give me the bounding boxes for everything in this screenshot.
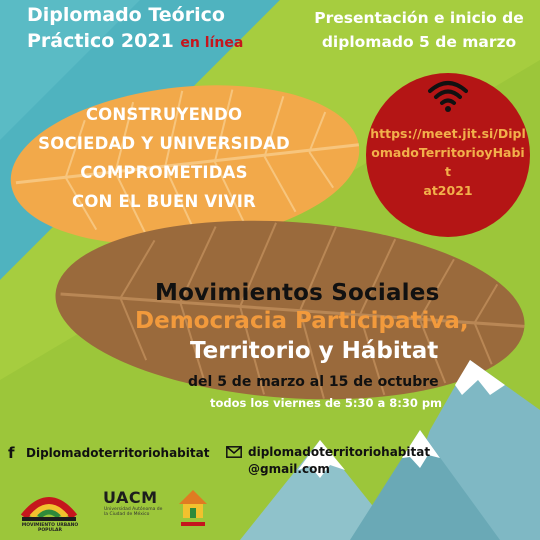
wifi-icon — [428, 79, 468, 113]
course-title-line2: Práctico 2021 — [27, 30, 174, 52]
facebook-handle: Diplomadoterritoriohabitat — [26, 446, 210, 460]
slogan-line1: CONSTRUYENDO — [85, 105, 243, 124]
presentation-info — [300, 6, 538, 54]
mail-icon — [226, 446, 242, 458]
online-tag: en línea — [180, 35, 244, 51]
email-line1: diplomadoterritoriohabitat — [248, 445, 431, 459]
meeting-link-line2: omadoTerritorioyHabit — [371, 145, 525, 179]
slogan-line4: CON EL BUEN VIVIR — [72, 192, 256, 211]
schedule: todos los viernes de 5:30 a 8:30 pm — [210, 396, 443, 410]
copevi-logo — [177, 486, 209, 530]
presentation-line2: diplomado 5 de marzo — [321, 33, 517, 51]
email-contact[interactable] — [228, 444, 430, 478]
uacm-subtitle: Universidad Autónoma de la Ciudad de México — [104, 507, 163, 517]
slogan-line2: SOCIEDAD Y UNIVERSIDAD — [38, 134, 290, 153]
course-title — [27, 2, 243, 56]
facebook-icon: f — [8, 444, 15, 462]
meeting-link[interactable] — [370, 124, 526, 200]
facebook-contact[interactable] — [8, 444, 209, 462]
slogan-line3: COMPROMETIDAS — [80, 163, 248, 182]
uacm-logo: UACM — [103, 488, 158, 507]
meeting-link-line3: at2021 — [423, 183, 473, 198]
slogan — [20, 100, 308, 216]
mup-label: MOVIMIENTO URBANO POPULAR — [21, 523, 79, 533]
date-range: del 5 de marzo al 15 de octubre — [188, 374, 439, 390]
main-title-line2: Democracia Participativa, — [135, 308, 469, 334]
meeting-link-line1: https://meet.jit.si/Dipl — [370, 126, 526, 141]
presentation-line1: Presentación e inicio de — [314, 9, 524, 27]
email-line2: @gmail.com — [248, 462, 330, 476]
main-title-line3: Territorio y Hábitat — [190, 338, 439, 364]
course-title-line1: Diplomado Teórico — [27, 4, 225, 26]
main-title-line1: Movimientos Sociales — [155, 280, 440, 306]
